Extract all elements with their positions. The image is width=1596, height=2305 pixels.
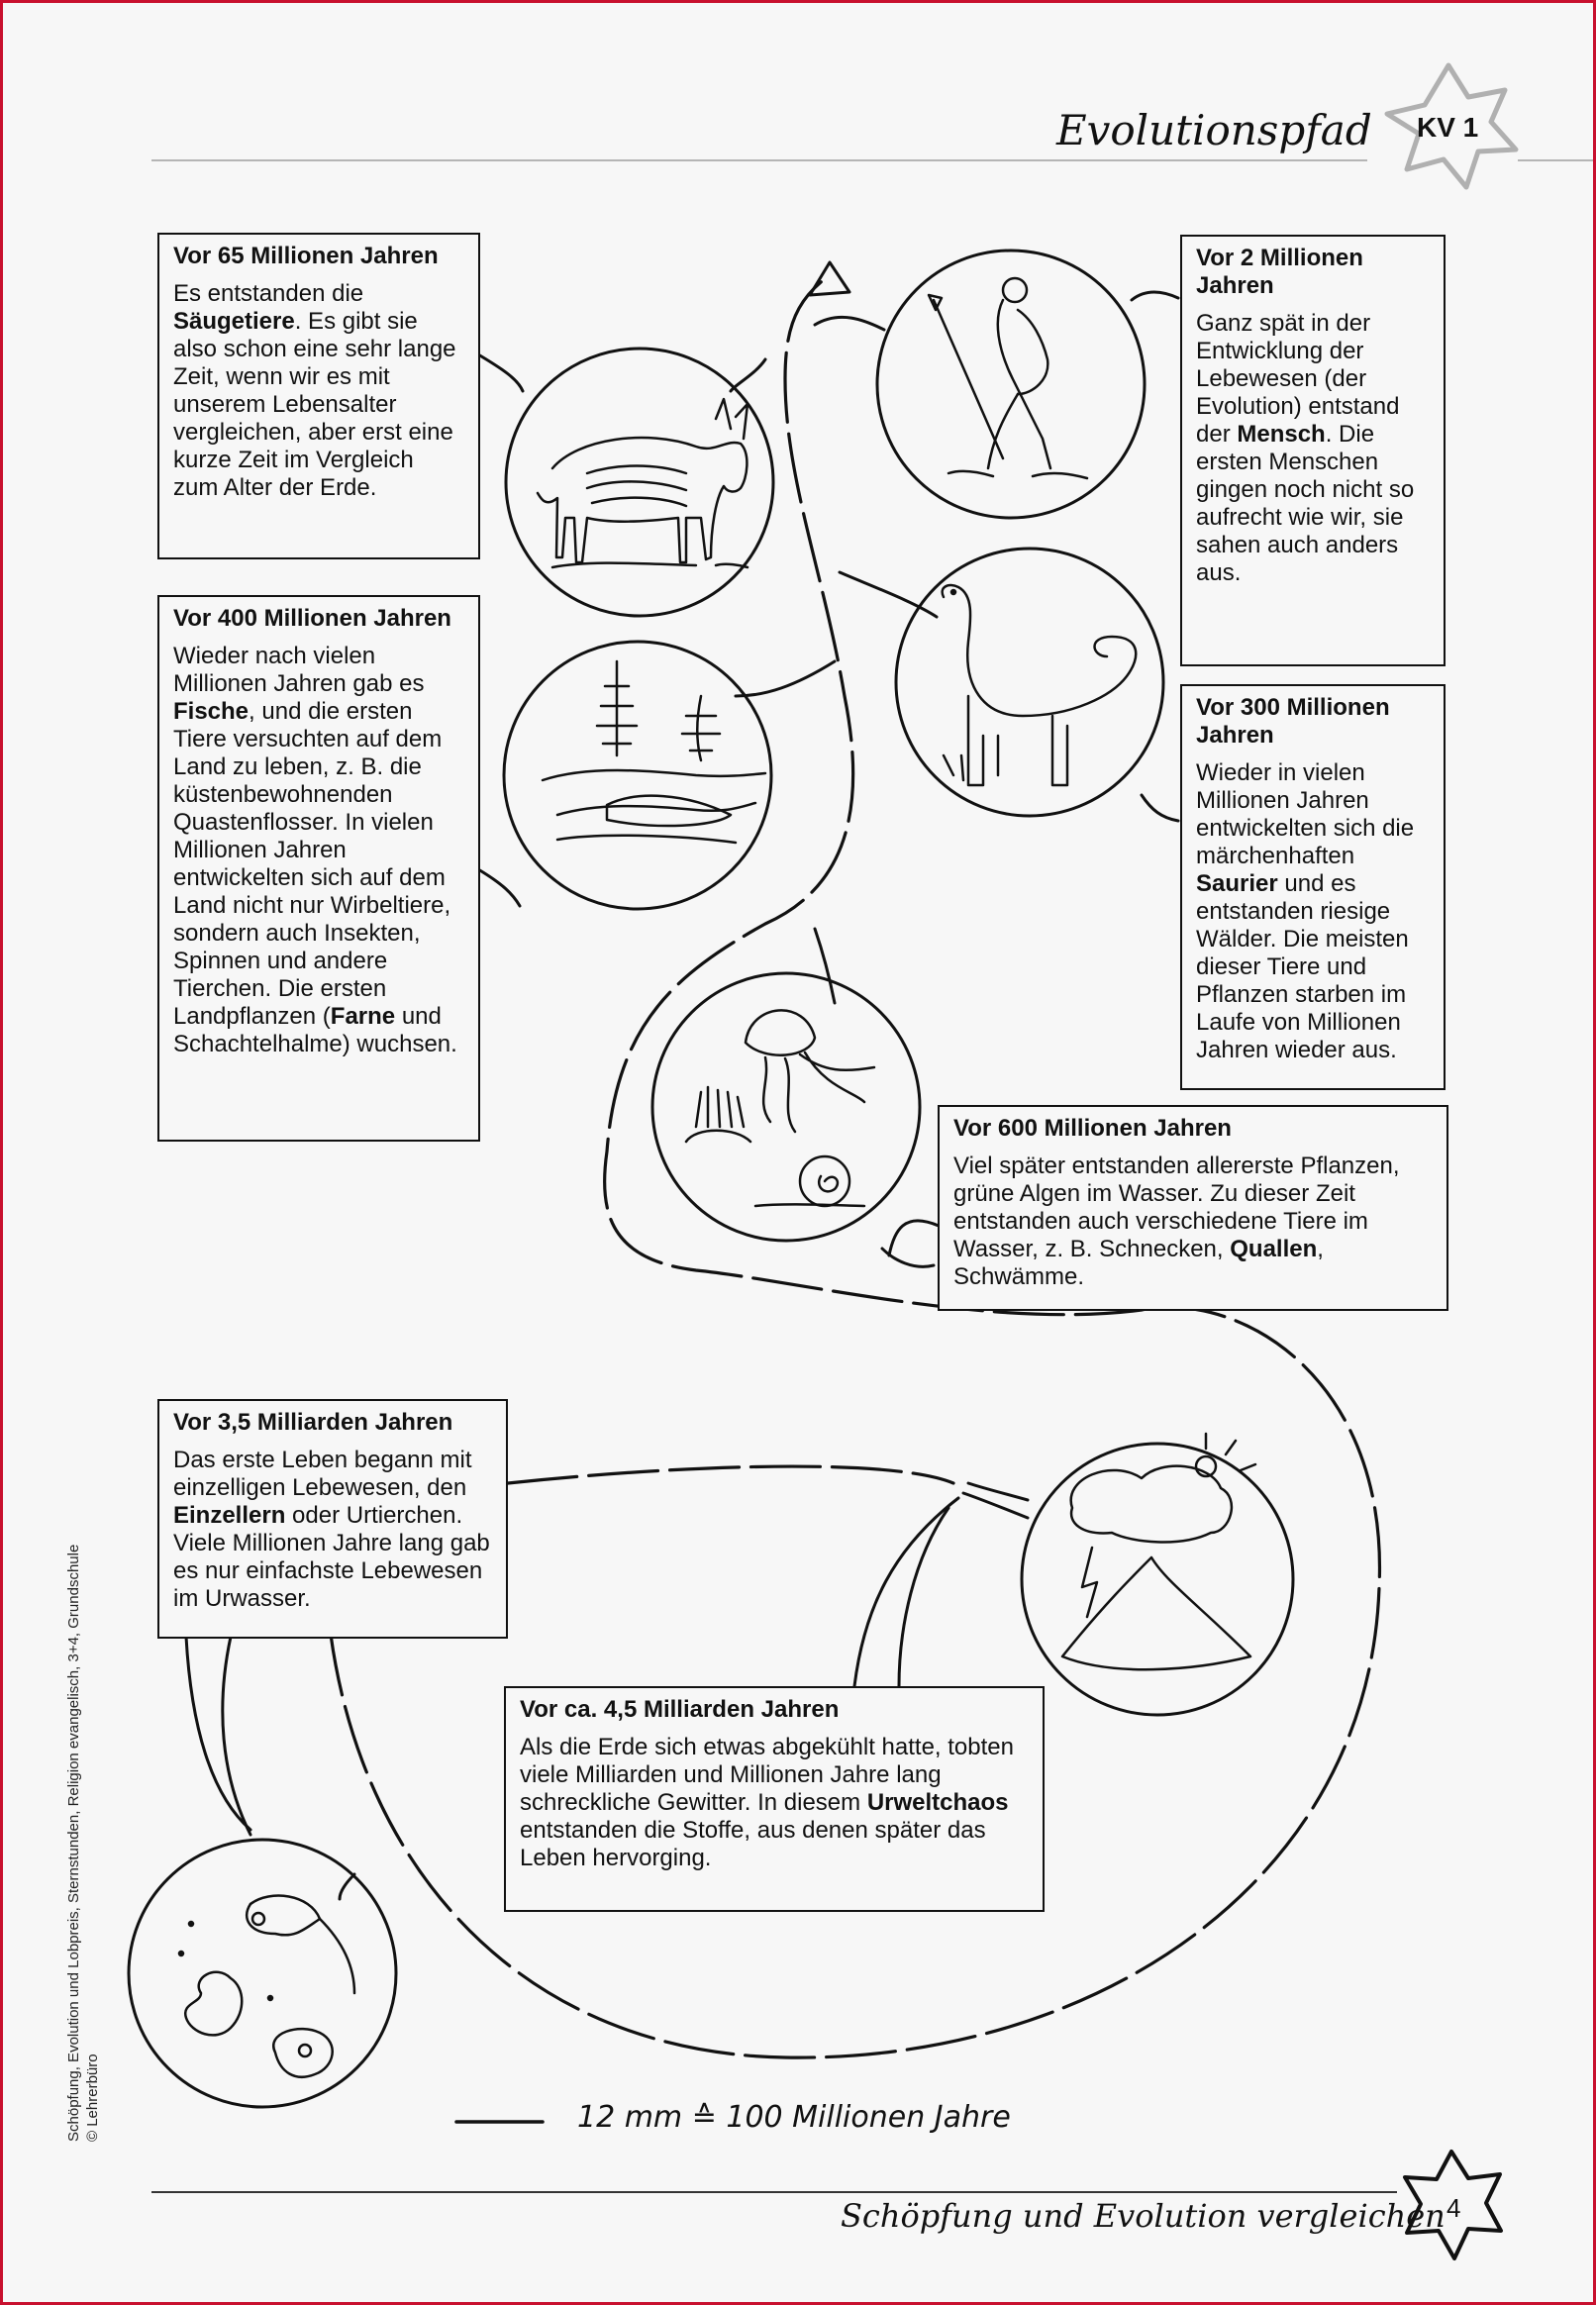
side-credit-line: © Lehrerbüro <box>84 2054 101 2142</box>
box-400-million <box>157 595 480 1142</box>
side-credit <box>64 1488 102 2142</box>
box-text: , Schwämme. <box>953 1236 1324 1290</box>
box-text: Wieder nach vielen Millionen Jahren gab es <box>173 643 425 697</box>
box-2-million <box>1180 235 1446 666</box>
box-text: Viel später entstanden allererste Pflanzen, grüne Algen im Wasser. Zu dieser Zeit entstanden auch verschiedene Tiere im Wasser, z. B. Schnecken, <box>953 1152 1400 1262</box>
box-heading: Vor 300 Millionen Jahren <box>1196 694 1390 749</box>
side-credit-line: Schöpfung, Evolution und Lobpreis, Sternstunden, Religion evangelisch, 3+4, Grundschule <box>65 1544 82 2142</box>
box-text: Es entstanden die <box>173 280 364 307</box>
box-text: und Schachtelhalme) wuchsen. <box>173 1003 457 1057</box>
box-keyword: Säugetiere <box>173 308 295 335</box>
box-keyword: Fische <box>173 698 249 725</box>
scale-note: 12 mm ≙ 100 Millionen Jahre <box>577 2100 1011 2135</box>
cells-circle <box>129 1840 396 2107</box>
plants-fish-icon <box>543 661 765 843</box>
box-heading: Vor 65 Millionen Jahren <box>173 243 439 269</box>
box-keyword: Mensch <box>1237 421 1326 448</box>
box-600-million <box>938 1105 1448 1311</box>
path-arrow-icon <box>810 262 849 295</box>
page-number: 4 <box>1446 2193 1461 2223</box>
box-keyword: Urweltchaos <box>866 1789 1009 1816</box>
footer-rule <box>151 2191 1397 2193</box>
box-text: und es entstanden riesige Wälder. Die meisten dieser Tiere und Pflanzen starben im Laufe von Millionen Jahren wieder aus. <box>1196 870 1409 1063</box>
box-text: Als die Erde sich etwas abgekühlt hatte, tobten viele Milliarden und Millionen Jahre lang schreckliche Gewitter. In diesem <box>520 1734 1014 1816</box>
box-3-5-billion <box>157 1399 508 1639</box>
volcano-circle <box>1022 1444 1293 1715</box>
box-text: entstanden die Stoffe, aus denen später das Leben hervorging. <box>520 1817 986 1871</box>
box-keyword: Farne <box>330 1003 396 1030</box>
jellyfish-snail-icon <box>686 1010 874 1206</box>
box-65-million <box>157 233 480 559</box>
box-text: . Es gibt sie also schon eine sehr lange Zeit, wenn wir es mit unserem Lebensalter vergleichen, aber erst eine kurze Zeit im Vergleich zum Alter der Erde. <box>173 308 456 501</box>
box-heading: Vor 400 Millionen Jahren <box>173 605 451 632</box>
box-keyword: Einzellern <box>173 1502 286 1529</box>
caveman-icon <box>929 278 1087 478</box>
volcano-storm-icon <box>1062 1434 1255 1669</box>
box-text: Das erste Leben begann mit einzelligen Lebewesen, den <box>173 1447 472 1501</box>
jellyfish-circle <box>652 973 920 1241</box>
box-keyword: Saurier <box>1196 870 1278 897</box>
box-text: oder Urtierchen. Viele Millionen Jahre lang gab es nur einfachste Lebewesen im Urwasser. <box>173 1502 490 1612</box>
evolution-path-origin <box>508 1466 953 1483</box>
box-text: Ganz spät in der Entwicklung der Lebewesen (der Evolution) entstand der <box>1196 310 1400 448</box>
box-heading: Vor 2 Millionen Jahren <box>1196 245 1363 299</box>
footer-title: Schöpfung und Evolution vergleichen <box>841 2197 1446 2235</box>
box-text: , und die ersten Tiere versuchten auf dem Land zu leben, z. B. die küstenbewohnenden Quastenflosser. In vielen Millionen Jahren entwickelten sich auf dem Land nicht nur Wirbeltiere, sondern auch Insekten, Spinnen und andere Tierchen. Die ersten Landpflanzen ( <box>173 698 451 1030</box>
box-keyword: Quallen <box>1230 1236 1318 1262</box>
dinosaur-icon <box>943 585 1137 785</box>
box-heading: Vor 3,5 Milliarden Jahren <box>173 1409 453 1436</box>
box-4-5-billion <box>504 1686 1045 1912</box>
caveman-circle <box>877 251 1145 518</box>
box-heading: Vor 600 Millionen Jahren <box>953 1115 1232 1142</box>
box-300-million <box>1180 684 1446 1090</box>
box-heading: Vor ca. 4,5 Milliarden Jahren <box>520 1696 840 1723</box>
box-text: Wieder in vielen Millionen Jahren entwickelten sich die märchenhaften <box>1196 759 1415 869</box>
single-cells-icon <box>179 1896 354 2077</box>
page-title: Evolutionspfad <box>1056 106 1372 154</box>
worksheet-badge: KV 1 <box>1417 112 1479 143</box>
donkey-icon <box>538 399 748 567</box>
box-text: . Die ersten Menschen gingen noch nicht so aufrecht wie wir, sie sahen auch anders aus. <box>1196 421 1415 586</box>
